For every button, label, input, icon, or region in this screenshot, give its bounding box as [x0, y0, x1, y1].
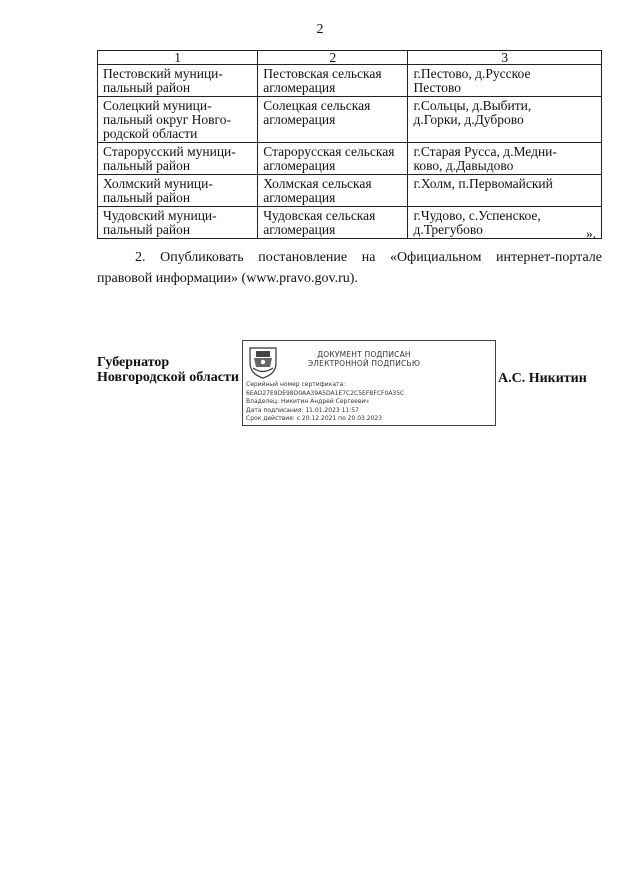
table-row — [98, 175, 602, 207]
signing-date: Дата подписания: 11.01.2023 11:57 — [246, 406, 359, 414]
page-number: 2 — [316, 22, 324, 37]
certificate-label: Серийный номер сертификата: — [246, 381, 346, 388]
table-header-cell: 2 — [258, 51, 408, 65]
closing-quote: ». — [586, 226, 597, 241]
signer-position — [97, 355, 239, 385]
signer-name: А.С. Никитин — [498, 371, 587, 386]
table-row — [98, 65, 602, 97]
table-cell-agglomeration: Пестовская сельская агломерация — [258, 65, 408, 97]
table-header-cell: 1 — [98, 51, 258, 65]
table-row — [98, 207, 602, 239]
table-cell-district: Чудовский муници- пальный район — [98, 207, 258, 239]
table-cell-settlements: г.Холм, п.Первомайский — [408, 175, 602, 207]
table-cell-settlements: г.Старая Русса, д.Медни- ково, д.Давыдово — [408, 143, 602, 175]
certificate-owner: Владелец: Никитин Андрей Сергеевич — [246, 398, 369, 406]
table-header-row — [98, 51, 602, 65]
certificate-validity: Срок действия: с 20.12.2021 по 20.03.2023 — [246, 415, 383, 423]
table-row — [98, 97, 602, 143]
stamp-title — [289, 350, 439, 368]
agglomeration-table — [97, 50, 602, 239]
table-cell-district: Солецкий муници- пальный округ Новго- родской области — [98, 97, 258, 143]
table-cell-settlements: г.Чудово, с.Успенское, д.Трегубово — [408, 207, 602, 239]
table-cell-agglomeration: Старорусская сельская агломерация — [258, 143, 408, 175]
table-cell-settlements: г.Сольцы, д.Выбити, д.Горки, д.Дуброво — [408, 97, 602, 143]
signer-position-line: Новгородской области — [97, 370, 239, 385]
table-cell-district: Старорусский муници- пальный район — [98, 143, 258, 175]
signer-position-line: Губернатор — [97, 355, 170, 370]
table-header-cell: 3 — [408, 51, 602, 65]
stamp-title-line: ДОКУМЕНТ ПОДПИСАН — [317, 350, 411, 359]
table-cell-agglomeration: Холмская сельская агломерация — [258, 175, 408, 207]
electronic-signature-stamp — [242, 340, 496, 426]
table-cell-settlements: г.Пестово, д.Русское Пестово — [408, 65, 602, 97]
novgorod-coat-of-arms-icon — [247, 345, 279, 379]
publication-paragraph: 2. Опубликовать постановление на «Официальном интернет-портале правовой информации» (www.pravo.gov.ru). — [97, 250, 602, 286]
table-cell-district: Пестовский муници- пальный район — [98, 65, 258, 97]
stamp-details — [246, 381, 404, 424]
table-row — [98, 143, 602, 175]
table-cell-district: Холмский муници- пальный район — [98, 175, 258, 207]
table-cell-agglomeration: Чудовская сельская агломерация — [258, 207, 408, 239]
table-cell-agglomeration: Солецкая сельская агломерация — [258, 97, 408, 143]
certificate-number: 6EAD27E9DE98D0AA39A5DA1E7C2C5EFBFCF0A35C — [246, 389, 405, 397]
stamp-title-line: ЭЛЕКТРОННОЙ ПОДПИСЬЮ — [307, 359, 421, 368]
